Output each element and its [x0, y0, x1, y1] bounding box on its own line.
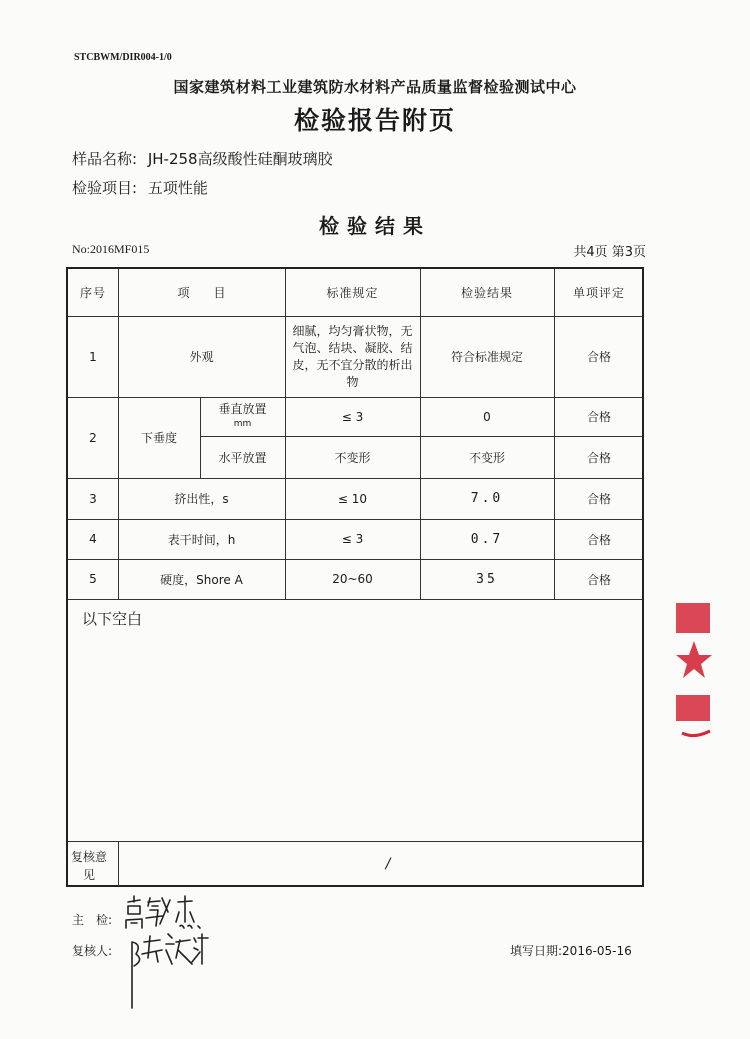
row2b-standard: 不变形: [334, 450, 371, 465]
row1-result: 符合标准规定: [450, 350, 523, 364]
document-code: STCBWM/DIR004-1/0: [74, 52, 172, 63]
row3-result: 7.0: [470, 491, 504, 506]
row4-result: 0.7: [470, 531, 504, 547]
inspection-item-row: [72, 177, 208, 198]
review-label: 复核意见: [70, 850, 107, 882]
section-title: 检验结果: [319, 214, 431, 238]
inspection-item-label: 检验项目:: [72, 179, 138, 197]
review-value: /: [385, 856, 391, 872]
row2a-standard: ≤ 3: [341, 409, 364, 424]
row5-standard: 20~60: [332, 572, 373, 586]
row4-item: 表干时间，h: [167, 532, 236, 547]
row5-item: 硬度，Shore A: [160, 572, 243, 587]
results-table: [66, 267, 644, 887]
row1-standard: 细腻，均匀膏状物，无气泡、结块、凝胶、结皮，无不宜分散的析出物: [292, 323, 413, 389]
row5-index: 5: [89, 572, 97, 586]
row2a-result: 0: [483, 409, 491, 424]
row2a-rating: 合格: [586, 410, 611, 424]
header-standard: 标准规定: [326, 286, 379, 300]
official-seal: [672, 595, 712, 745]
row3-rating: 合格: [586, 492, 611, 506]
row5-result: 35: [476, 571, 498, 587]
row3-item: 挤出性，s: [174, 492, 229, 506]
document-title: 检验报告附页: [293, 106, 456, 135]
header-index: 序号: [79, 286, 106, 300]
reviewer-label: 复核人:: [72, 944, 113, 958]
inspection-item-value: 五项性能: [147, 179, 208, 197]
row2a-subitem-unit: mm: [233, 418, 252, 429]
page-info: 共4页 第3页: [573, 245, 646, 260]
chief-inspector-label: 主 检:: [72, 913, 113, 927]
row2-index: 2: [89, 430, 97, 445]
row4-standard: ≤ 3: [341, 532, 364, 546]
row3-index: 3: [89, 491, 97, 506]
row4-index: 4: [89, 532, 97, 546]
row1-index: 1: [89, 349, 97, 364]
row2a-subitem-name: 垂直放置: [218, 401, 267, 416]
row5-rating: 合格: [586, 572, 611, 587]
row2b-rating: 合格: [586, 450, 611, 465]
sample-name-row: [72, 148, 333, 169]
organization-name: 国家建筑材料工业建筑防水材料产品质量监督检验测试中心: [173, 78, 577, 96]
reviewer-signature: [120, 928, 210, 1018]
sample-name-label: 样品名称:: [72, 150, 138, 168]
row3-standard: ≤ 10: [337, 491, 368, 506]
chief-inspector-signature: [118, 892, 208, 932]
row4-rating: 合格: [586, 532, 611, 547]
fill-date: 填写日期:2016-05-16: [510, 944, 632, 958]
row1-item: 外观: [189, 350, 214, 364]
header-rating: 单项评定: [572, 286, 625, 300]
row2b-subitem: 水平放置: [218, 450, 267, 465]
sample-name-value: JH-258高级酸性硅酮玻璃胶: [147, 150, 333, 168]
row2-item: 下垂度: [140, 431, 177, 445]
row2b-result: 不变形: [468, 450, 505, 465]
row1-rating: 合格: [586, 350, 611, 364]
report-number: No:2016MF015: [72, 242, 150, 256]
row2a-subitem: [200, 397, 285, 436]
header-result: 检验结果: [460, 286, 513, 300]
header-item: 项 目: [177, 286, 226, 300]
blank-note: 以下空白: [82, 610, 143, 628]
